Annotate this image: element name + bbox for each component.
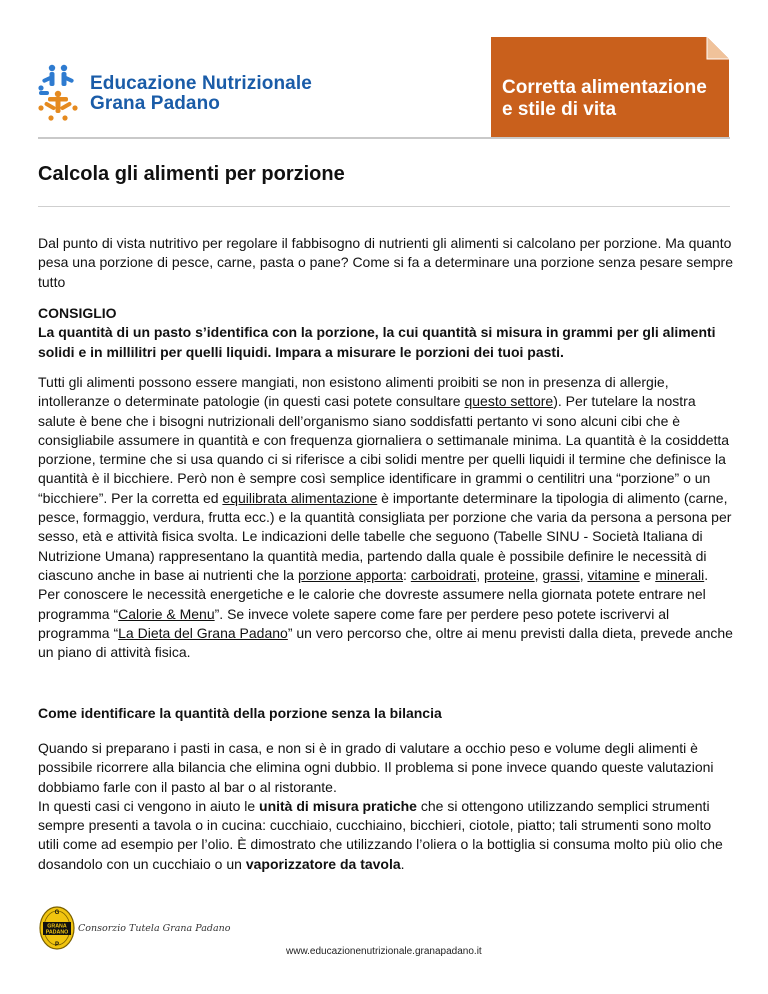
logo-line-1: Educazione Nutrizionale (90, 73, 312, 94)
link-calorie-menu[interactable]: Calorie & Menu (118, 605, 215, 622)
snowflake-people-icon (38, 64, 84, 122)
body1-sep-4: , (579, 566, 588, 583)
body1-sep-2: , (476, 566, 484, 583)
body1-sep-1: : (403, 566, 411, 583)
body1-text-1: Tutti gli alimenti possono essere mangiati, non esistono alimenti proibiti se non in presenza di allergie, intolleranze o determinate patologie (in questi casi potete consultare (38, 374, 669, 410)
seal-top-letter: G (54, 910, 60, 916)
body2-text-1: Per conoscere le necessità energetiche e le calorie che dovreste assumere nella giornata potete entrare nel programma “ (38, 586, 706, 622)
page-title: Calcola gli alimenti per porzione (38, 163, 345, 185)
link-carboidrati[interactable]: carboidrati (410, 566, 477, 583)
link-dieta-grana-padano[interactable]: La Dieta del Grana Padano (118, 624, 288, 641)
link-equilibrata-alimentazione[interactable]: equilibrata alimentazione (222, 489, 378, 506)
tip-block (38, 304, 733, 362)
topic-tag (491, 37, 729, 137)
body1-text-3: è importante determinare la tipologia di alimento (carne, pesce, formaggio, verdura, frutta ecc.) e la quantità consigliata per porzione che varia da persona a persona per sesso, età e attività fisica svolta. Le indicazioni delle tabelle che seguono (Tabelle SINU - Società Italiana di Nutrizione Umana) rappresentano la quantità media, partendo dalla quale è possibile definire le necessità di ciascuno anche in base ai nutrienti che la (38, 489, 732, 583)
body2-text-3: ” un vero percorso che, oltre ai menu previsti dalla dieta, prevede anche un piano di attività fisica. (38, 624, 733, 661)
link-questo-settore[interactable]: questo settore (464, 393, 554, 410)
tag-text (502, 77, 707, 121)
section2-paragraph-1: Quando si preparano i pasti in casa, e non si è in grado di valutare a occhio peso e volume degli alimenti è possibile ricorrere alla bilancia che elimina ogni dubbio. Il problema si pone invece quando queste valutazioni dobbiamo farle con il pasto al bar o al ristorante. (38, 740, 714, 795)
logo-line-2: Grana Padano (90, 93, 221, 114)
tag-line-2: e stile di vita (502, 99, 617, 120)
grana-padano-seal-icon (38, 905, 76, 951)
seal-bottom-letter: P (54, 942, 60, 948)
edu-nutrizionale-logo (38, 64, 338, 124)
footer-url[interactable]: www.educazionenutrizionale.granapadano.it (286, 946, 482, 957)
link-minerali[interactable]: minerali (655, 566, 705, 583)
section2-bold-unita: unità di misura pratiche (259, 797, 417, 814)
body-block (38, 373, 733, 662)
body1-text-4: . (704, 566, 709, 583)
body1-text-2: ). Per tutelare la nostra salute è bene che i bisogni nutrizionali dell’organismo siano soddisfatti pertanto vi sono alcuni cibi che è consigliabile assumere in quantità e con frequenza giornaliera o settimanale minima. La quantità è la cosiddetta porzione, termine che si usa quando ci si riferisce a cibi solidi mentre per quelli liquidi il termine che definisce la quantità è il bicchiere. Però non è sempre così semplice identificare in grammi o centilitri una “porzione” o un “bicchiere”. Per la corretta ed (38, 393, 730, 506)
logo-wordmark (90, 74, 312, 114)
seal-text-padano: PADANO (45, 929, 69, 936)
body-paragraph-1 (38, 373, 733, 585)
link-proteine[interactable]: proteine (483, 566, 535, 583)
section2-text-c: che si ottengono utilizzando semplici strumenti sempre presenti a tavola o in cucina: cucchiaio, cucchiaino, bicchieri, ciotole, piatto; tali strumenti sono molto utili come ad esempio per l’olio. È dimostrato che utilizzando l’oliera o la bottiglia si consuma molto più olio che dosandolo con un cucchiaio o un (38, 797, 723, 872)
section2-paragraph-2 (38, 797, 733, 874)
consorzio-logo (38, 905, 248, 951)
section2-text-e: . (400, 855, 405, 872)
body1-sep-5: e (639, 566, 656, 583)
section2-heading: Come identificare la quantità della porzione senza la bilancia (38, 705, 442, 721)
intro-paragraph: Dal punto di vista nutritivo per regolare il fabbisogno di nutrienti gli alimenti si calcolano per porzione. Ma quanto pesa una porzione di pesce, carne, pasta o pane? Come si fa a determinare una porzione senza pesare sempre tutto (38, 235, 733, 290)
body2-text-2: ”. Se invece volete sapere come fare per perdere peso potete iscrivervi al programma “ (38, 605, 670, 641)
tag-line-1: Corretta alimentazione (502, 77, 707, 98)
tip-heading: CONSIGLIO (38, 305, 117, 321)
consorzio-name: Consorzio Tutela Grana Padano (78, 923, 231, 934)
body-paragraph-2 (38, 585, 733, 662)
title-divider (38, 206, 730, 207)
header-divider (38, 137, 730, 139)
link-vitamine[interactable]: vitamine (587, 566, 640, 583)
section2-text-a: In questi casi ci vengono in aiuto le (38, 797, 260, 814)
section2-bold-vaporizzatore: vaporizzatore da tavola (245, 855, 401, 872)
body1-sep-3: , (534, 566, 543, 583)
tip-text: La quantità di un pasto s’identifica con la porzione, la cui quantità si misura in grammi per gli alimenti solidi e in millilitri per quelli liquidi. Impara a misurare le porzioni dei tuoi pasti. (38, 324, 716, 360)
link-porzione-apporta[interactable]: porzione apporta (297, 566, 404, 583)
link-grassi[interactable]: grassi (542, 566, 580, 583)
seal-text-grana: GRANA (47, 923, 67, 930)
section2-block (38, 739, 733, 874)
